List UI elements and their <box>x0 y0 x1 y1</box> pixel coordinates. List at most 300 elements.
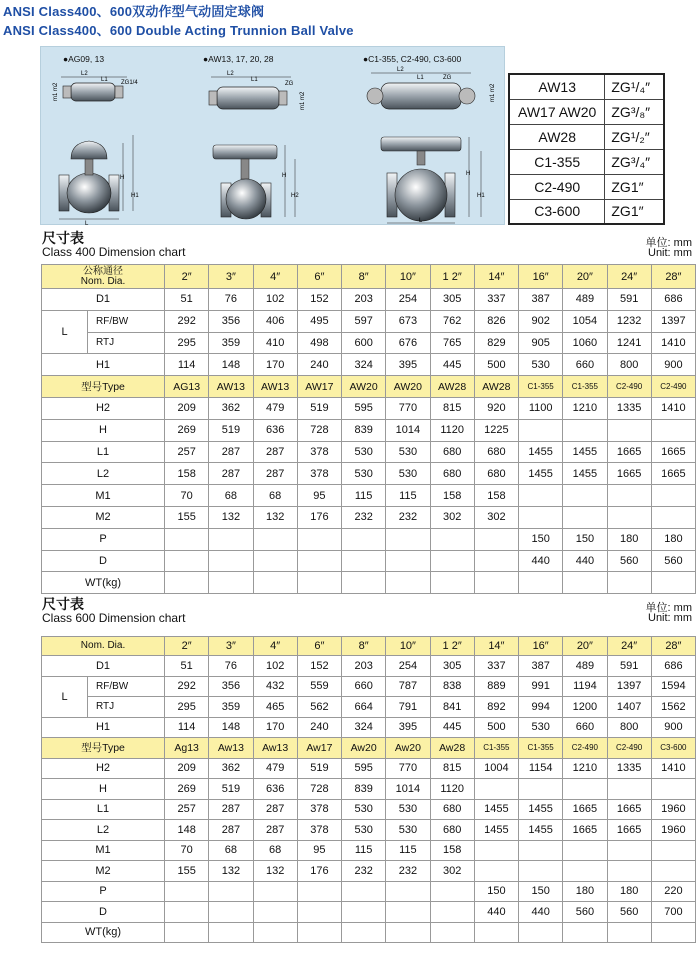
class400-dimension-table <box>41 264 696 594</box>
cell-rtj: 498 <box>297 332 341 354</box>
cell-rtj: 829 <box>474 332 518 354</box>
cell-rtj: 1060 <box>563 332 607 354</box>
table-row <box>42 550 696 572</box>
cell-l1: 680 <box>474 441 518 463</box>
cell-m2: 132 <box>209 506 253 528</box>
cell-d: 560 <box>563 902 607 923</box>
cell-wt <box>474 922 518 943</box>
row-label-m1: M1 <box>42 840 165 861</box>
cell-m1: 68 <box>209 485 253 507</box>
cell-h2: 362 <box>209 397 253 419</box>
cell-m2: 155 <box>165 861 209 882</box>
cell-rfbw: 991 <box>519 676 563 697</box>
svg-text:m1 m2: m1 m2 <box>53 82 59 101</box>
cell-rtj: 791 <box>386 697 430 718</box>
cell-types: Aw28 <box>430 738 474 759</box>
ag-top-view <box>53 71 138 101</box>
table-row <box>42 840 696 861</box>
cell-h2: 479 <box>253 397 297 419</box>
cell-h1: 240 <box>297 354 341 376</box>
cell-wt <box>519 922 563 943</box>
cell-h2: 595 <box>342 397 386 419</box>
cell-m2: 232 <box>342 861 386 882</box>
cell-l1: 530 <box>342 441 386 463</box>
table-row <box>42 799 696 820</box>
cell-h2: 595 <box>342 758 386 779</box>
cell-rtj: 905 <box>519 332 563 354</box>
size-header: 20″ <box>563 637 607 656</box>
cell-rfbw: 406 <box>253 310 297 332</box>
cell-l1: 1665 <box>607 799 651 820</box>
diagram-label-aw: ●AW13, 17, 20, 28 <box>203 54 274 64</box>
cell-d <box>342 550 386 572</box>
cell-wt <box>209 572 253 594</box>
cell-rtj: 600 <box>342 332 386 354</box>
cell-h2: 1410 <box>651 758 695 779</box>
cell-types: AW20 <box>342 376 386 398</box>
cell-h1: 324 <box>342 717 386 738</box>
svg-text:L: L <box>419 218 423 224</box>
table-row <box>42 656 696 677</box>
cell-d: 440 <box>519 902 563 923</box>
svg-text:H: H <box>282 173 287 179</box>
cell-h2: 1210 <box>563 758 607 779</box>
cell-m2: 232 <box>342 506 386 528</box>
cell-h1: 800 <box>607 354 651 376</box>
cell-rtj: 1200 <box>563 697 607 718</box>
table-row <box>42 528 696 550</box>
cell-p <box>297 528 341 550</box>
cell-l2: 530 <box>386 820 430 841</box>
cell-l2: 287 <box>253 820 297 841</box>
cell-d1: 591 <box>607 289 651 311</box>
diagram-label-c: ●C1-355, C2-490, C3-600 <box>363 54 462 64</box>
class600-dimension-table <box>41 636 696 943</box>
valve-diagram-panel <box>40 46 505 225</box>
cell-p: 220 <box>651 881 695 902</box>
cell-rtj: 465 <box>253 697 297 718</box>
row-label-l2: L2 <box>42 820 165 841</box>
cell-types: C3-600 <box>651 738 695 759</box>
cell-l1: 530 <box>386 799 430 820</box>
svg-text:ZG: ZG <box>285 81 294 87</box>
cell-types: C1-355 <box>474 738 518 759</box>
cell-p <box>209 528 253 550</box>
cell-l2: 530 <box>342 820 386 841</box>
svg-text:L: L <box>85 221 89 226</box>
table-header-row <box>42 265 696 289</box>
cell-h1: 900 <box>651 354 695 376</box>
actuator-model: C1-355 <box>509 149 605 174</box>
svg-text:H: H <box>466 171 471 177</box>
cell-rfbw: 292 <box>165 676 209 697</box>
cell-l2: 680 <box>430 820 474 841</box>
cell-p <box>342 881 386 902</box>
row-label-l1: L1 <box>42 799 165 820</box>
cell-h2: 770 <box>386 397 430 419</box>
cell-rfbw: 356 <box>209 676 253 697</box>
cell-h: 728 <box>297 779 341 800</box>
cell-types: AW17 <box>297 376 341 398</box>
cell-h1: 660 <box>563 354 607 376</box>
cell-h <box>651 779 695 800</box>
cell-rtj: 359 <box>209 697 253 718</box>
cell-m2 <box>651 506 695 528</box>
cell-d <box>430 902 474 923</box>
cell-d1: 51 <box>165 656 209 677</box>
cell-m2 <box>519 861 563 882</box>
class400-unit-en: Unit: mm <box>648 247 692 259</box>
cell-l1: 530 <box>342 799 386 820</box>
table-row <box>42 572 696 594</box>
cell-m2 <box>607 506 651 528</box>
cell-types: Aw13 <box>209 738 253 759</box>
actuator-thread: ZG1″ <box>605 174 664 199</box>
cell-rfbw: 673 <box>386 310 430 332</box>
cell-types: C2-490 <box>563 738 607 759</box>
row-label-rfbw: RF/BW <box>88 310 165 332</box>
cell-d1: 254 <box>386 289 430 311</box>
cell-d1: 305 <box>430 656 474 677</box>
cell-p: 150 <box>563 528 607 550</box>
cell-d <box>253 902 297 923</box>
cell-d: 560 <box>607 902 651 923</box>
table-row <box>42 441 696 463</box>
cell-h <box>607 779 651 800</box>
actuator-row <box>509 174 664 199</box>
cell-l1: 680 <box>430 799 474 820</box>
cell-m2 <box>607 861 651 882</box>
cell-l2: 287 <box>209 820 253 841</box>
actuator-model: C2-490 <box>509 174 605 199</box>
cell-h2: 920 <box>474 397 518 419</box>
size-header: 2″ <box>165 265 209 289</box>
nom-dia-header <box>42 265 165 289</box>
actuator-thread: ZG1″ <box>605 199 664 224</box>
cell-d <box>474 550 518 572</box>
row-label-types: 型号Type <box>42 738 165 759</box>
cell-d1: 152 <box>297 656 341 677</box>
cell-l2: 287 <box>209 463 253 485</box>
row-label-rfbw: RF/BW <box>88 676 165 697</box>
cell-d <box>430 550 474 572</box>
svg-text:ZG: ZG <box>443 75 452 81</box>
cell-l1: 257 <box>165 441 209 463</box>
cell-rfbw: 559 <box>297 676 341 697</box>
cell-p <box>297 881 341 902</box>
cell-types: C2-490 <box>607 738 651 759</box>
cell-l2: 148 <box>165 820 209 841</box>
cell-rfbw: 1232 <box>607 310 651 332</box>
table-row <box>42 676 696 697</box>
cell-m2: 302 <box>474 506 518 528</box>
size-header: 4″ <box>253 265 297 289</box>
svg-text:L2: L2 <box>81 71 88 77</box>
svg-text:ZG1/4: ZG1/4 <box>121 80 138 86</box>
table-row <box>42 506 696 528</box>
cell-wt <box>165 572 209 594</box>
aw-top-view <box>209 71 306 110</box>
row-label-h2: H2 <box>42 397 165 419</box>
cell-d1: 489 <box>563 289 607 311</box>
cell-h: 269 <box>165 419 209 441</box>
cell-l1: 1455 <box>519 441 563 463</box>
cell-wt <box>607 572 651 594</box>
cell-l1: 1455 <box>563 441 607 463</box>
cell-d1: 305 <box>430 289 474 311</box>
cell-types: C2-490 <box>607 376 651 398</box>
row-label-h1: H1 <box>42 717 165 738</box>
cell-h1: 170 <box>253 717 297 738</box>
page-title-cn: ANSI Class400、600双动作型气动固定球阀 <box>3 4 265 19</box>
cell-l1: 287 <box>253 441 297 463</box>
cell-p: 180 <box>607 528 651 550</box>
cell-d1: 686 <box>651 656 695 677</box>
nom-dia-en: Nom. Dia. <box>80 275 126 287</box>
row-label-p: P <box>42 881 165 902</box>
row-label-d1: D1 <box>42 656 165 677</box>
cell-wt <box>165 922 209 943</box>
cell-rfbw: 1397 <box>607 676 651 697</box>
cell-p <box>253 881 297 902</box>
cell-p <box>253 528 297 550</box>
cell-d <box>386 550 430 572</box>
cell-wt <box>651 572 695 594</box>
cell-d1: 102 <box>253 289 297 311</box>
size-header: 10″ <box>386 265 430 289</box>
cell-d <box>209 550 253 572</box>
size-header: 16″ <box>519 637 563 656</box>
cell-rtj: 1410 <box>651 332 695 354</box>
cell-m2 <box>519 506 563 528</box>
cell-h2: 1335 <box>607 397 651 419</box>
table-row <box>42 717 696 738</box>
cell-rfbw: 1054 <box>563 310 607 332</box>
cell-d: 440 <box>563 550 607 572</box>
cell-m2: 132 <box>253 506 297 528</box>
table-row <box>42 354 696 376</box>
cell-h: 519 <box>209 419 253 441</box>
cell-types: Aw20 <box>386 738 430 759</box>
row-label-h1: H1 <box>42 354 165 376</box>
cell-m2: 302 <box>430 861 474 882</box>
cell-d <box>165 550 209 572</box>
actuator-row <box>509 199 664 224</box>
cell-m2: 132 <box>209 861 253 882</box>
cell-types: Aw13 <box>253 738 297 759</box>
row-label-types: 型号Type <box>42 376 165 398</box>
cell-m1 <box>651 840 695 861</box>
cell-m2 <box>474 861 518 882</box>
cell-rfbw: 762 <box>430 310 474 332</box>
class600-unit-en: Unit: mm <box>648 612 692 624</box>
cell-h1: 500 <box>474 717 518 738</box>
cell-m2: 232 <box>386 861 430 882</box>
cell-m1: 158 <box>474 485 518 507</box>
cell-m2: 155 <box>165 506 209 528</box>
cell-h1: 324 <box>342 354 386 376</box>
cell-d <box>253 550 297 572</box>
cell-l2: 378 <box>297 820 341 841</box>
cell-h2: 815 <box>430 758 474 779</box>
cell-wt <box>209 922 253 943</box>
cell-d1: 254 <box>386 656 430 677</box>
size-header: 20″ <box>563 265 607 289</box>
valve-diagrams <box>41 47 506 226</box>
size-header: 4″ <box>253 637 297 656</box>
cell-d1: 152 <box>297 289 341 311</box>
cell-l2: 378 <box>297 463 341 485</box>
cell-h: 839 <box>342 419 386 441</box>
c-front-view <box>381 137 485 224</box>
cell-types: Aw17 <box>297 738 341 759</box>
cell-rtj: 994 <box>519 697 563 718</box>
cell-h2: 362 <box>209 758 253 779</box>
row-label-wt: WT(kg) <box>42 572 165 594</box>
actuator-thread: ZG³/₄″ <box>605 149 664 174</box>
actuator-model: C3-600 <box>509 199 605 224</box>
cell-d1: 203 <box>342 289 386 311</box>
cell-m1: 68 <box>253 840 297 861</box>
size-header: 1 2″ <box>430 637 474 656</box>
cell-p <box>342 528 386 550</box>
cell-wt <box>519 572 563 594</box>
cell-rtj: 664 <box>342 697 386 718</box>
cell-m2 <box>563 861 607 882</box>
row-label-wt: WT(kg) <box>42 922 165 943</box>
cell-wt <box>342 572 386 594</box>
cell-d1: 591 <box>607 656 651 677</box>
cell-l1: 1960 <box>651 799 695 820</box>
cell-h2: 1004 <box>474 758 518 779</box>
cell-h: 728 <box>297 419 341 441</box>
cell-h <box>651 419 695 441</box>
cell-m1: 115 <box>386 840 430 861</box>
nom-dia-cn: 公称通径 <box>83 265 123 277</box>
cell-d1: 387 <box>519 289 563 311</box>
size-header: 6″ <box>297 637 341 656</box>
cell-m1: 68 <box>209 840 253 861</box>
cell-d: 440 <box>474 902 518 923</box>
cell-m1: 158 <box>430 485 474 507</box>
cell-wt <box>474 572 518 594</box>
cell-rtj: 892 <box>474 697 518 718</box>
cell-l2: 680 <box>430 463 474 485</box>
cell-types: Aw20 <box>342 738 386 759</box>
actuator-model: AW28 <box>509 124 605 149</box>
cell-d1: 76 <box>209 656 253 677</box>
cell-h: 636 <box>253 419 297 441</box>
cell-p <box>165 528 209 550</box>
cell-wt <box>651 922 695 943</box>
table-row <box>42 332 696 354</box>
cell-h1: 445 <box>430 717 474 738</box>
cell-m1 <box>651 485 695 507</box>
svg-text:H: H <box>120 175 125 181</box>
cell-h: 519 <box>209 779 253 800</box>
cell-types: AG13 <box>165 376 209 398</box>
cell-h1: 148 <box>209 354 253 376</box>
cell-d1: 337 <box>474 656 518 677</box>
cell-rtj: 676 <box>386 332 430 354</box>
actuator-model: AW17 AW20 <box>509 99 605 124</box>
row-label-l: L <box>42 676 88 717</box>
row-label-rtj: RTJ <box>88 332 165 354</box>
class400-title-cn: 尺寸表 <box>42 230 84 246</box>
table-row <box>42 310 696 332</box>
class600-title-cn: 尺寸表 <box>42 596 84 612</box>
table-row <box>42 697 696 718</box>
cell-m1 <box>519 485 563 507</box>
cell-h: 636 <box>253 779 297 800</box>
cell-p <box>386 881 430 902</box>
size-header: 24″ <box>607 637 651 656</box>
cell-h <box>563 779 607 800</box>
cell-l2: 1455 <box>519 820 563 841</box>
cell-wt <box>297 922 341 943</box>
cell-h2: 479 <box>253 758 297 779</box>
row-label-d: D <box>42 902 165 923</box>
size-header: 14″ <box>474 637 518 656</box>
cell-wt <box>563 572 607 594</box>
cell-rtj: 410 <box>253 332 297 354</box>
size-header: 24″ <box>607 265 651 289</box>
cell-h: 269 <box>165 779 209 800</box>
cell-m1 <box>607 485 651 507</box>
cell-d1: 337 <box>474 289 518 311</box>
cell-h1: 148 <box>209 717 253 738</box>
table-header-row <box>42 637 696 656</box>
cell-d1: 686 <box>651 289 695 311</box>
svg-text:L1: L1 <box>101 77 108 83</box>
row-label-m2: M2 <box>42 506 165 528</box>
cell-rfbw: 826 <box>474 310 518 332</box>
cell-h1: 530 <box>519 354 563 376</box>
cell-l1: 378 <box>297 441 341 463</box>
cell-l1: 257 <box>165 799 209 820</box>
cell-wt <box>607 922 651 943</box>
cell-h1: 240 <box>297 717 341 738</box>
cell-h: 1014 <box>386 419 430 441</box>
cell-rtj: 1407 <box>607 697 651 718</box>
cell-h2: 770 <box>386 758 430 779</box>
class400-unit-cn: 单位: mm <box>645 237 692 249</box>
cell-d: 700 <box>651 902 695 923</box>
svg-text:H1: H1 <box>131 193 139 199</box>
cell-h1: 530 <box>519 717 563 738</box>
class600-title-en: Class 600 Dimension chart <box>42 611 186 625</box>
cell-p <box>474 528 518 550</box>
cell-types: C1-355 <box>563 376 607 398</box>
cell-l2: 1455 <box>474 820 518 841</box>
cell-h1: 395 <box>386 354 430 376</box>
cell-l2: 1455 <box>563 463 607 485</box>
cell-h2: 815 <box>430 397 474 419</box>
cell-types: C1-355 <box>519 738 563 759</box>
cell-h2: 519 <box>297 397 341 419</box>
cell-rtj: 1562 <box>651 697 695 718</box>
cell-m1: 158 <box>430 840 474 861</box>
cell-wt <box>297 572 341 594</box>
cell-h2: 1210 <box>563 397 607 419</box>
cell-m2 <box>651 861 695 882</box>
cell-p <box>430 528 474 550</box>
size-header: 10″ <box>386 637 430 656</box>
size-header: 28″ <box>651 265 695 289</box>
size-header: 6″ <box>297 265 341 289</box>
cell-h2: 1410 <box>651 397 695 419</box>
cell-rfbw: 902 <box>519 310 563 332</box>
